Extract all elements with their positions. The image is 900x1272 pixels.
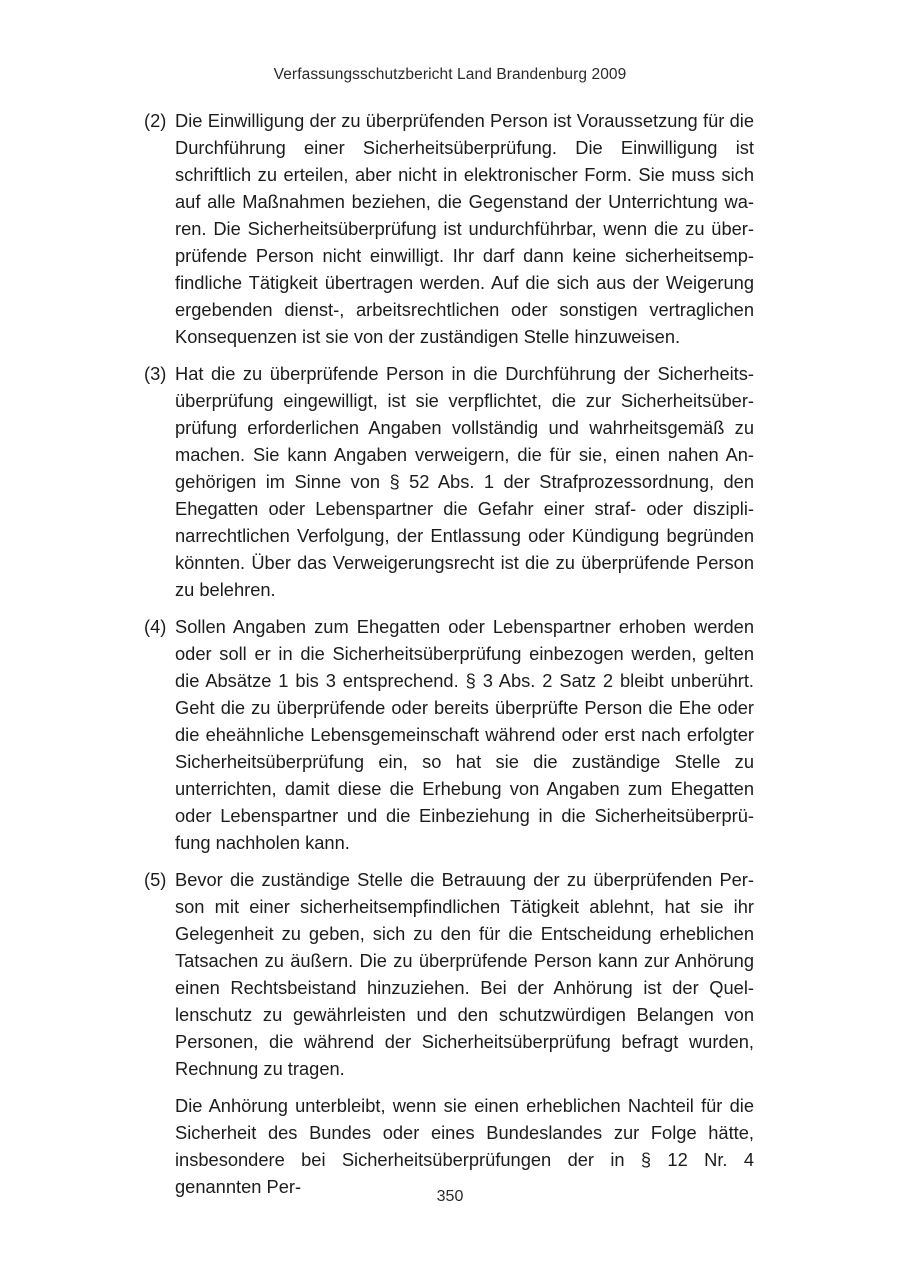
paragraph-4 (144, 613, 754, 856)
trailing-paragraph: Die Anhörung unterbleibt, wenn sie einen erheblichen Nachteil für die Sicherheit des Bundes oder eines Bundeslandes zur Folge hätte, insbesondere bei Sicherheitsüberprüfungen der in § 12 Nr. 4 genannten Per- (175, 1095, 754, 1197)
paragraph-number: (3) (144, 363, 167, 384)
document-body (144, 107, 754, 1200)
paragraph-2 (144, 107, 754, 350)
running-header: Verfassungsschutzbericht Land Brandenburg 2009 (273, 66, 627, 83)
paragraph-5 (144, 866, 754, 1082)
paragraph-text: Sollen Angaben zum Ehegatten oder Lebenspartner erhoben werden oder soll er in die Sicherheitsüberprüfung einbezogen werden, gelten die Absätze 1 bis 3 entsprechend. § 3 Abs. 2 Satz 2 bleibt unberührt. Geht die zu überprüfende oder bereits überprüfte Person die Ehe oder die eheähnliche Lebensgemeinschaft während oder erst nach erfolgter Sicherheitsüberprüfung ein, so hat sie die zuständige Stelle zu unterrichten, damit diese die Erhebung von Angaben zum Ehegatten oder Lebenspartner und die Einbeziehung in die Sicherheitsüberprüfung nachholen kann. (175, 616, 754, 853)
page-number: 350 (436, 1188, 464, 1205)
paragraph-text: Die Einwilligung der zu überprüfenden Person ist Voraussetzung für die Durchführung einer Sicherheitsüberprüfung. Die Einwilligung ist schriftlich zu erteilen, aber nicht in elektronischer Form. Sie muss sich auf alle Maßnahmen beziehen, die Gegenstand der Unterrichtung waren. Die Sicherheitsüberprüfung ist undurchführbar, wenn die zu überprüfende Person nicht einwilligt. Ihr darf dann keine sicherheitsempfindliche Tätigkeit übertragen werden. Auf die sich aus der Weigerung ergebenden dienst-, arbeitsrechtlichen oder sonstigen vertraglichen Konsequenzen ist sie von der zuständigen Stelle hinzuweisen. (175, 110, 754, 347)
paragraph-text: Bevor die zuständige Stelle die Betrauung der zu überprüfenden Person mit einer sicherheitsempfindlichen Tätigkeit ablehnt, hat sie ihr Gelegenheit zu geben, sich zu den für die Entscheidung erheblichen Tatsachen zu äußern. Die zu überprüfende Person kann zur Anhörung einen Rechtsbeistand hinzuziehen. Bei der Anhörung ist der Quellenschutz zu gewährleisten und den schutzwürdigen Belangen von Personen, die während der Sicherheitsüberprüfung befragt wurden, Rechnung zu tragen. (175, 869, 754, 1079)
paragraph-3 (144, 360, 754, 603)
paragraph-number: (4) (144, 616, 167, 637)
paragraph-number: (2) (144, 110, 167, 131)
paragraph-number: (5) (144, 869, 167, 890)
paragraph-text: Hat die zu überprüfende Person in die Durchführung der Sicherheitsüberprüfung eingewilligt, ist sie verpflichtet, die zur Sicherheitsüberprüfung erforderlichen Angaben vollständig und wahrheitsgemäß zu machen. Sie kann Angaben verweigern, die für sie, einen nahen Angehörigen im Sinne von § 52 Abs. 1 der Strafprozessordnung, den Ehegatten oder Lebenspartner die Gefahr einer straf- oder disziplinarrechtlichen Verfolgung, der Entlassung oder Kündigung begründen könnten. Über das Verweigerungsrecht ist die zu überprüfende Person zu belehren. (175, 363, 754, 600)
